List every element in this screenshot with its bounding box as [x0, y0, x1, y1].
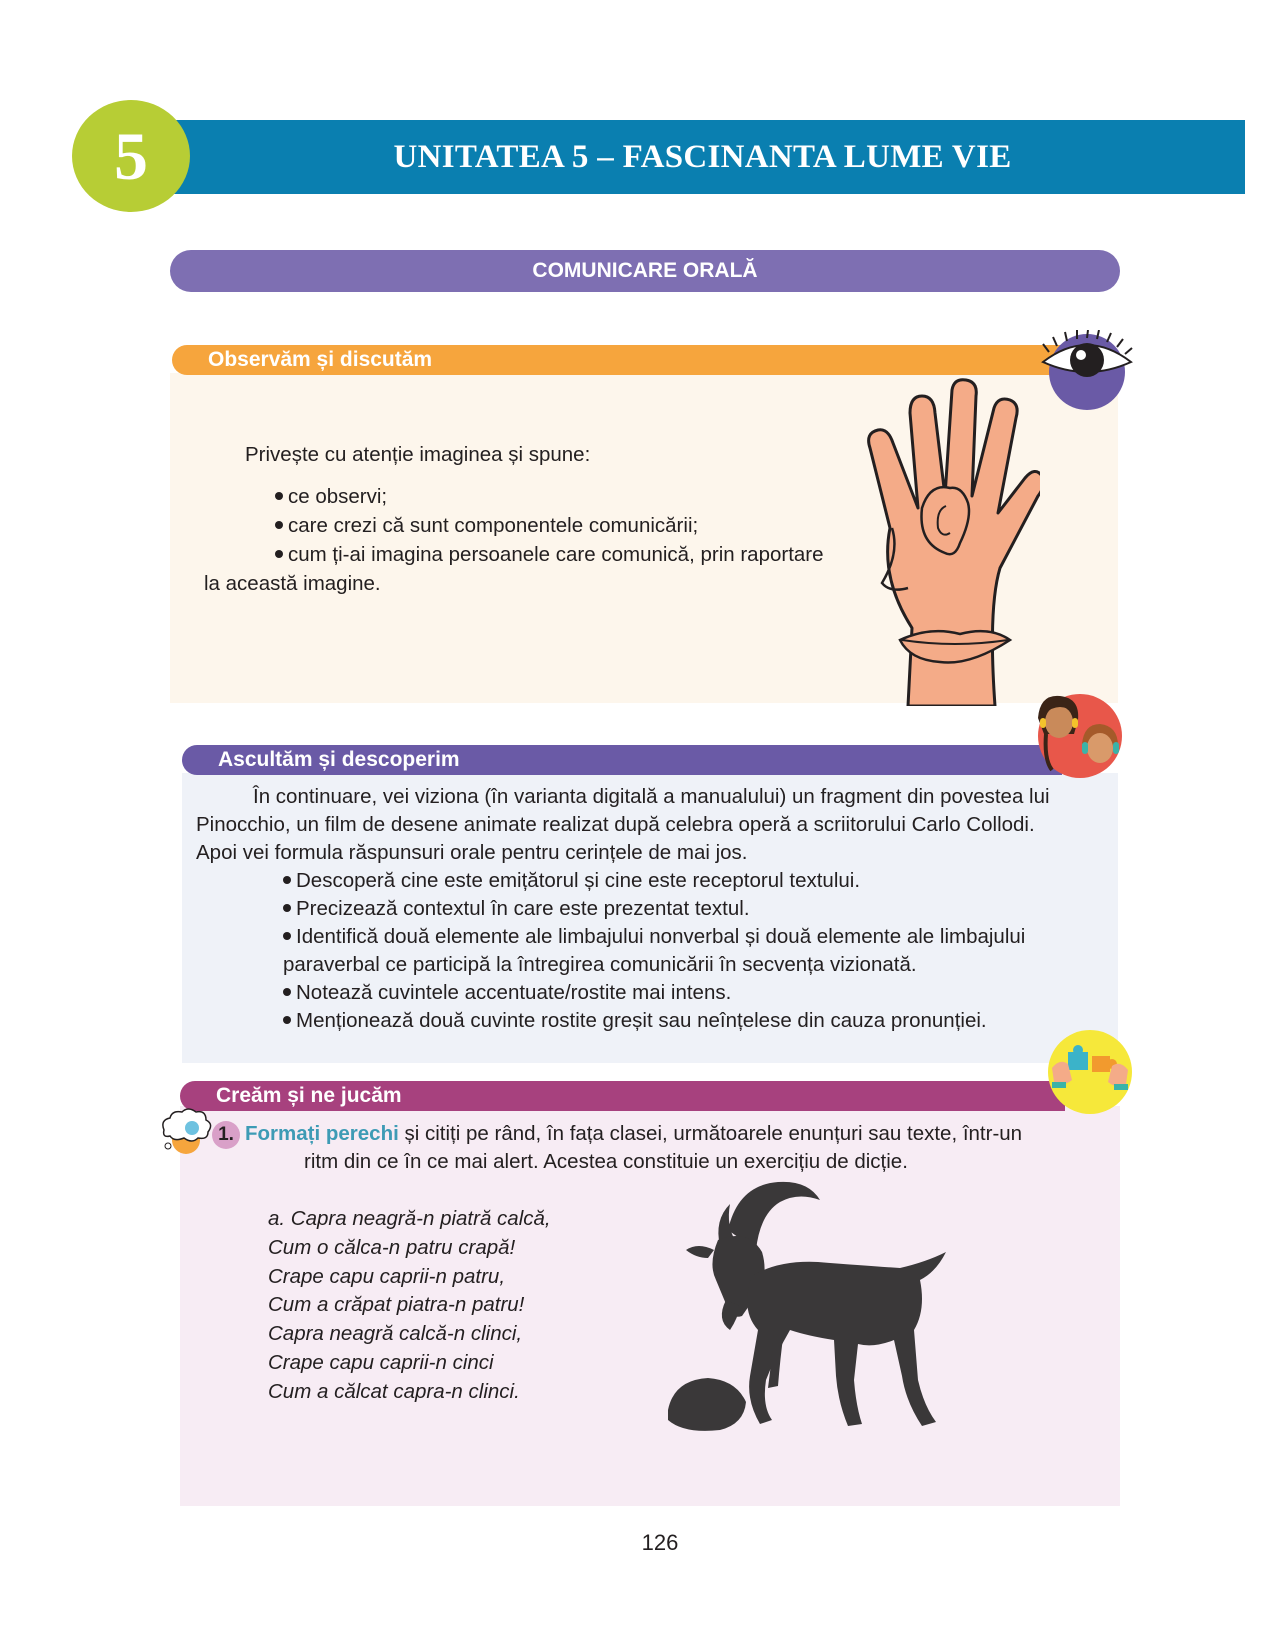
exercise-line-1	[245, 1120, 1022, 1149]
exercise-line-2: ritm din ce în ce mai alert. Acestea constituie un exercițiu de dicție.	[304, 1150, 908, 1173]
listen-bullet-text: Descoperă cine este emițătorul și cine este receptorul textului.	[296, 869, 861, 892]
poem-line: a. Capra neagră-n piatră calcă,	[268, 1207, 551, 1230]
listen-bullet-text: Identifică două elemente ale limbajului nonverbal și două elemente ale limbajului	[296, 925, 1026, 948]
observe-bullet	[275, 483, 387, 512]
listen-bullet	[283, 923, 1025, 952]
exercise-number: 1.	[212, 1121, 240, 1149]
create-title: Creăm și ne jucăm	[216, 1084, 402, 1107]
unit-number-badge: 5	[72, 100, 190, 212]
observe-header-bar	[172, 345, 1072, 375]
puzzle-hands-icon	[1046, 1028, 1134, 1116]
bullet-dot	[283, 932, 291, 940]
page-number: 126	[641, 1530, 679, 1555]
thought-bubble-icon	[158, 1108, 214, 1156]
listen-bullet-text: Precizează contextul în care este prezentat textul.	[296, 897, 750, 920]
bullet-dot	[283, 1016, 291, 1024]
poem-line: Crape capu caprii-n cinci	[268, 1350, 494, 1374]
listen-bullet-text: Notează cuvintele accentuate/rostite mai intens.	[296, 981, 732, 1004]
poem-line: Cum o călca-n patru crapă!	[268, 1235, 516, 1259]
exercise-text: și citiți pe rând, în fața clasei, următoarele enunțuri sau texte, într-un	[398, 1122, 1023, 1145]
poem-line: Capra neagră calcă-n clinci,	[268, 1322, 523, 1346]
section-title: COMUNICARE ORALĂ	[170, 250, 1120, 292]
observe-intro: Privește cu atenție imaginea și spune:	[245, 443, 591, 466]
poem-line: Cum a călcat capra-n clinci.	[268, 1379, 520, 1403]
listen-paragraph-line: În continuare, vei viziona (în varianta digitală a manualului) un fragment din povestea lui	[253, 785, 1050, 808]
poem-line: Crape capu caprii-n patru,	[268, 1264, 506, 1288]
bullet-dot	[275, 550, 283, 558]
observe-bullet-text: ce observi;	[288, 485, 388, 508]
exercise-highlight: Formați perechi	[245, 1122, 399, 1145]
create-header-bar	[180, 1081, 1065, 1111]
observe-bullet	[275, 512, 698, 541]
bullet-dot	[283, 904, 291, 912]
listen-bullet-text: Menționează două cuvinte rostite greșit sau neînțelese din cauza pronunției.	[296, 1009, 987, 1032]
listen-bullet	[283, 895, 750, 924]
listen-bullet	[283, 979, 731, 1008]
eye-icon	[1035, 330, 1135, 410]
poem-line: Cum a crăpat piatra-n patru!	[268, 1293, 525, 1317]
observe-bullet-text: care crezi că sunt componentele comunicării;	[288, 514, 699, 537]
listen-title: Ascultăm și descoperim	[218, 748, 460, 771]
listening-kids-icon	[1026, 690, 1126, 780]
hand-face-illustration	[860, 378, 1040, 706]
observe-continuation: la această imagine.	[204, 572, 381, 595]
listen-bullet	[283, 1007, 987, 1036]
observe-title: Observăm și discutăm	[208, 348, 433, 371]
tongue-twister-poem	[268, 1205, 551, 1407]
bullet-dot	[275, 492, 283, 500]
bullet-dot	[283, 988, 291, 996]
unit-title: UNITATEA 5 – FASCINANTA LUME VIE	[393, 138, 1012, 175]
listen-bullet-continuation: paraverbal ce participă la întregirea comunicării în secvența vizionată.	[283, 953, 917, 976]
bullet-dot	[283, 876, 291, 884]
bullet-dot	[275, 521, 283, 529]
listen-bullet	[283, 867, 860, 896]
listen-header-bar	[182, 745, 1062, 775]
goat-illustration	[668, 1180, 968, 1442]
listen-paragraph-line: Apoi vei formula răspunsuri orale pentru cerințele de mai jos.	[196, 841, 748, 864]
listen-paragraph-line: Pinocchio, un film de desene animate realizat după celebra operă a scriitorului Carlo Collodi.	[196, 813, 1035, 836]
unit-title-bar	[160, 120, 1245, 194]
observe-bullet-text: cum ți-ai imagina persoanele care comunică, prin raportare	[288, 543, 824, 566]
observe-bullet	[275, 541, 824, 570]
